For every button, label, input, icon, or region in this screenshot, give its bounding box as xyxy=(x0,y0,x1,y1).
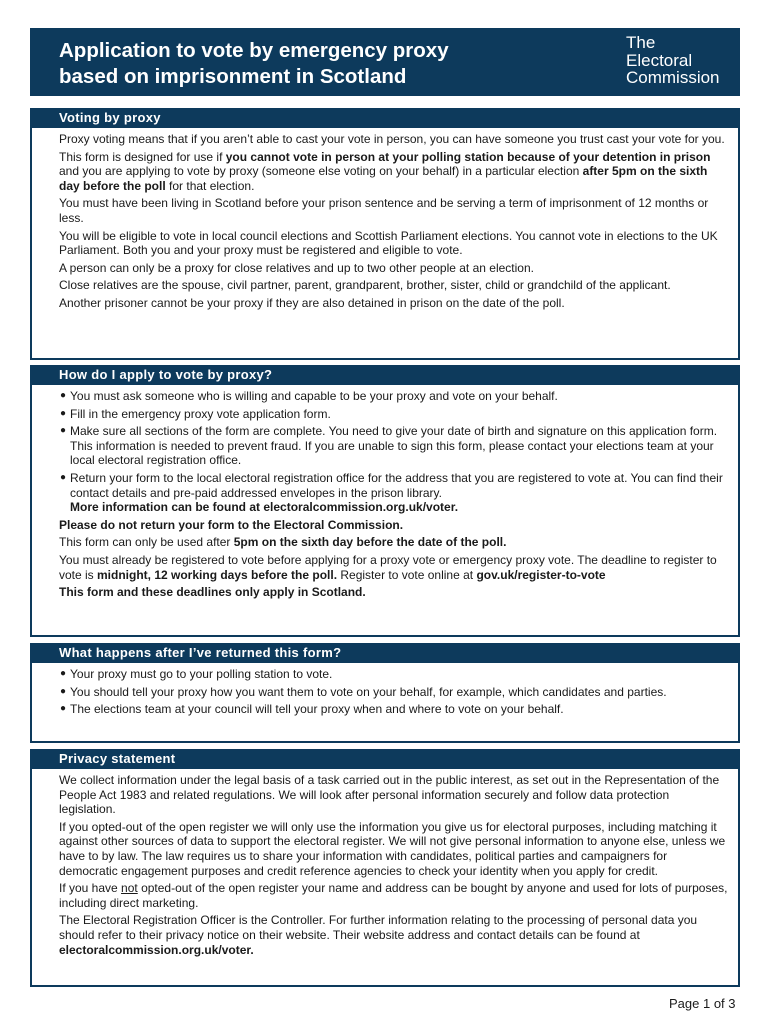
paragraph xyxy=(59,913,728,957)
paragraph: Close relatives are the spouse, civil partner, parent, grandparent, brother, sister, child or grandchild of the applicant. xyxy=(59,278,671,293)
logo-line-3: Commission xyxy=(626,68,720,87)
title-line-1: Application to vote by emergency proxy xyxy=(59,39,449,62)
electoral-commission-logo xyxy=(626,34,720,87)
paragraph: You will be eligible to vote in local council elections and Scottish Parliament elections. You cannot vote in elections to the UK Parliament. Both you and your proxy must be registered and eligible to vote. xyxy=(59,228,718,258)
logo-line-2: Electoral xyxy=(626,50,693,70)
text: If you have xyxy=(59,881,122,896)
text: for that election. xyxy=(165,178,255,193)
list-item xyxy=(59,471,728,515)
list-item xyxy=(59,407,728,422)
section-heading: What happens after I’ve returned this form? xyxy=(32,643,738,663)
paragraph: Proxy voting means that if you aren’t able to cast your vote in person, you can have someone you trust cast your vote for you. xyxy=(59,132,725,146)
paragraph xyxy=(59,535,728,550)
paragraph: If you opted-out of the open register we will only use the information you give us for electoral purposes, including matching it against other sources of data to support the electoral register. We will not give personal information to anyone else, unless we have to by law. The law requires us to share your information with candidates, political parties and campaigners for democratic engagement purposes and credit reference agencies to check your identity when you apply for credit. xyxy=(59,819,726,878)
bold-text: after 5pm on the sixth day before the poll xyxy=(59,164,708,193)
bold-text: midnight, 12 working days before the poll. xyxy=(97,567,338,582)
voting-by-proxy-section xyxy=(30,108,740,360)
text: You must already be registered to vote before applying for a proxy vote or emergency proxy vote. The deadline to register to vote is xyxy=(59,552,717,582)
text: You must ask someone who is willing and capable to be your proxy and vote on your behalf. xyxy=(70,389,558,403)
bullet-icon: ● xyxy=(60,668,67,679)
text: This form can only be used after xyxy=(59,535,234,550)
text: Fill in the emergency proxy vote application form. xyxy=(70,406,331,421)
text: The Electoral Registration Officer is the Controller. For further information relating to the processing of personal data you should refer to their privacy notice on their website. Their website address and contact details can be found at xyxy=(59,913,698,942)
text: Make sure all sections of the form are complete. You need to give your date of birth and signature on this application form. This information is needed to prevent fraud. If you are unable to sign this form, please contact your elections team at your local electoral registration office. xyxy=(70,424,718,468)
bold-text: More information can be found at electoralcommission.org.uk/voter. xyxy=(70,500,459,515)
paragraph: Another prisoner cannot be your proxy if they are also detained in prison on the date of the poll. xyxy=(59,295,565,310)
list-item xyxy=(59,389,728,404)
paragraph xyxy=(59,585,728,600)
bold-text: Please do not return your form to the Electoral Commission. xyxy=(59,517,404,532)
bullet-icon: ● xyxy=(60,390,67,401)
text: This form is designed for use if xyxy=(59,149,226,164)
section-heading: Privacy statement xyxy=(32,749,738,769)
text: Your proxy must go to your polling station to vote. xyxy=(70,667,333,681)
text: You should tell your proxy how you want them to vote on your behalf, for example, which candidates and parties. xyxy=(70,684,667,699)
list-item xyxy=(59,424,728,468)
paragraph xyxy=(59,881,728,910)
bold-text: electoralcommission.org.uk/voter. xyxy=(59,942,254,957)
bold-text: This form and these deadlines only apply in Scotland. xyxy=(59,585,366,600)
list-item xyxy=(59,702,728,717)
how-to-apply-section xyxy=(30,365,740,637)
section-heading: Voting by proxy xyxy=(32,108,738,128)
page-number: Page 1 of 3 xyxy=(669,996,736,1011)
page-header xyxy=(30,28,740,96)
after-returning-section xyxy=(30,643,740,743)
text: Return your form to the local electoral registration office for the address that you are registered to vote at. You can find their contact details and pre-paid addressed envelopes in the prison library. xyxy=(70,470,723,500)
bold-text: gov.uk/register-to-vote xyxy=(476,567,606,582)
bold-text: you cannot vote in person at your polling station because of your detention in prison xyxy=(225,149,711,164)
section-heading: How do I apply to vote by proxy? xyxy=(32,365,738,385)
text: The elections team at your council will tell your proxy when and where to vote on your behalf. xyxy=(70,702,564,717)
bold-text: 5pm on the sixth day before the date of the poll. xyxy=(233,535,507,550)
paragraph: A person can only be a proxy for close relatives and up to two other people at an election. xyxy=(59,260,534,275)
text: opted-out of the open register your name and address can be bought by anyone and used for lots of purposes, including direct marketing. xyxy=(59,881,728,910)
paragraph xyxy=(59,518,728,533)
privacy-statement-section xyxy=(30,749,740,987)
bullet-icon: ● xyxy=(60,425,67,437)
bullet-icon: ● xyxy=(60,471,67,483)
list-item xyxy=(59,667,728,682)
underlined-text: not xyxy=(121,881,138,896)
bullet-list xyxy=(59,389,728,515)
bullet-icon: ● xyxy=(60,685,67,697)
paragraph xyxy=(59,150,728,194)
list-item xyxy=(59,685,728,700)
bullet-icon: ● xyxy=(60,407,67,419)
page-title xyxy=(59,38,579,90)
paragraph xyxy=(59,553,728,582)
text: Register to vote online at xyxy=(337,567,477,582)
paragraph: You must have been living in Scotland before your prison sentence and be serving a term of imprisonment of 12 months or less. xyxy=(59,196,709,225)
title-line-2: based on imprisonment in Scotland xyxy=(59,65,407,88)
paragraph: We collect information under the legal basis of a task carried out in the public interest, as set out in the Representation of the People Act 1983 and related regulations. We will look after personal information securely and follow data protection legislation. xyxy=(59,773,720,817)
logo-line-1: The xyxy=(626,33,656,52)
text: and you are applying to vote by proxy (someone else voting on your behalf) in a particular election xyxy=(59,164,583,179)
bullet-list xyxy=(59,667,728,717)
bullet-icon: ● xyxy=(60,703,67,715)
